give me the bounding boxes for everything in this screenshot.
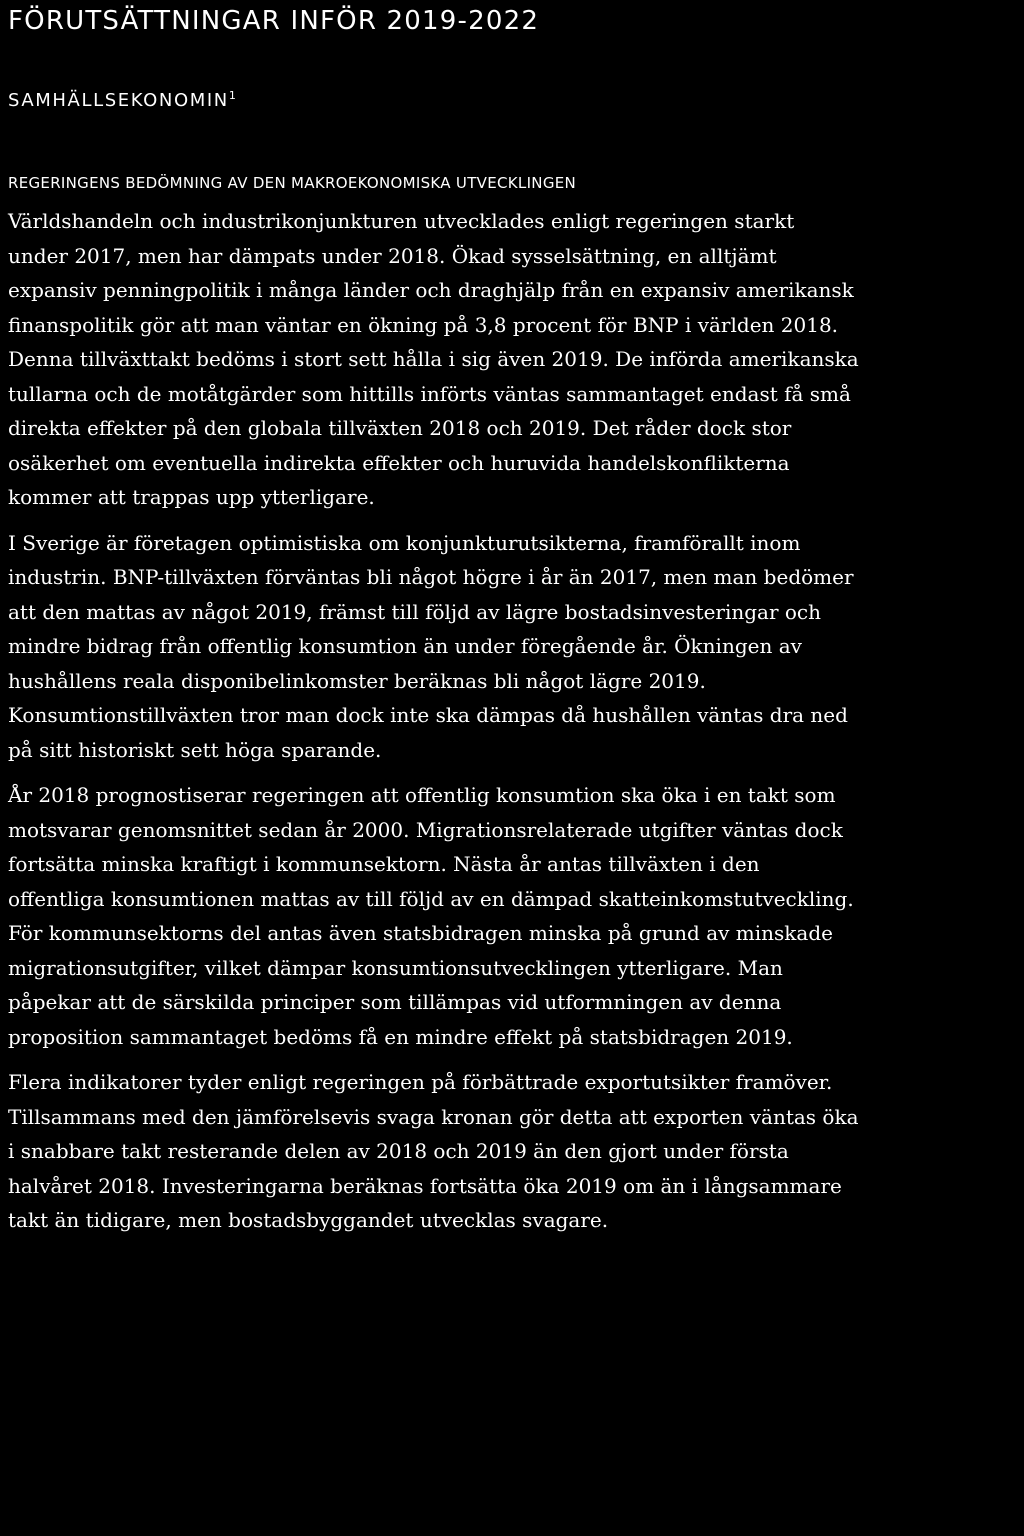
paragraph-3 [8, 778, 1020, 1054]
text-line: halvåret 2018. Investeringarna beräknas fortsätta öka 2019 om än i långsammare [8, 1173, 842, 1198]
text-line: i snabbare takt resterande delen av 2018 och 2019 än den gjort under första [8, 1139, 789, 1163]
text-line: takt än tidigare, men bostadsbyggandet utvecklas svagare. [8, 1208, 609, 1232]
text-line: För kommunsektorns del antas även statsbidragen minska på grund av minskade [8, 921, 833, 945]
text-line: I Sverige är företagen optimistiska om konjunkturutsikterna, framförallt inom [8, 530, 801, 555]
paragraph-1 [8, 204, 1020, 515]
text-line: fortsätta minska kraftigt i kommunsektorn. Nästa år antas tillväxten i den [8, 852, 760, 876]
text-line: under 2017, men har dämpats under 2018. Ökad sysselsättning, en alltjämt [8, 243, 777, 268]
text-line: hushållens reala disponibelinkomster beräknas bli något lägre 2019. [8, 668, 706, 693]
text-line: direkta effekter på den globala tillväxten 2018 och 2019. Det råder dock stor [8, 416, 792, 440]
body-text [8, 204, 1020, 1238]
text-line: offentliga konsumtionen mattas av till följd av en dämpad skatteinkomstutveckling. [8, 886, 854, 911]
text-line: industrin. BNP-tillväxten förväntas bli något högre i år än 2017, men man bedömer [8, 565, 854, 589]
text-line: migrationsutgifter, vilket dämpar konsumtionsutvecklingen ytterligare. Man [8, 955, 783, 980]
text-line: att den mattas av något 2019, främst till följd av lägre bostadsinvesteringar och [8, 599, 822, 624]
text-line: Tillsammans med den jämförelsevis svaga kronan gör detta att exporten väntas öka [8, 1104, 859, 1129]
text-line: År 2018 prognostiserar regeringen att offentlig konsumtion ska öka i en takt som [8, 783, 836, 807]
section-title-text: SAMHÄLLSEKONOMIN [8, 90, 229, 111]
section-title [8, 84, 236, 113]
text-line: Flera indikatorer tyder enligt regeringen på förbättrade exportutsikter framöver. [8, 1070, 833, 1094]
subsection-title: REGERINGENS BEDÖMNING AV DEN MAKROEKONOMISKA UTVECKLINGEN [8, 174, 577, 192]
text-line: motsvarar genomsnittet sedan år 2000. Migrationsrelaterade utgifter väntas dock [8, 817, 843, 842]
text-line: på sitt historiskt sett höga sparande. [8, 737, 382, 762]
text-line: finanspolitik gör att man väntar en ökning på 3,8 procent för BNP i världen 2018. [8, 312, 839, 337]
text-line: mindre bidrag från offentlig konsumtion än under föregående år. Ökningen av [8, 634, 802, 658]
text-line: osäkerhet om eventuella indirekta effekter och huruvida handelskonflikterna [8, 450, 790, 475]
footnote-marker: 1 [228, 89, 236, 102]
text-line: Konsumtionstillväxten tror man dock inte ska dämpas då hushållen väntas dra ned [8, 703, 848, 727]
text-line: kommer att trappas upp ytterligare. [8, 485, 375, 509]
text-line: proposition sammantaget bedöms få en mindre effekt på statsbidragen 2019. [8, 1024, 793, 1049]
text-line: tullarna och de motåtgärder som hittills införts väntas sammantaget endast få små [8, 381, 851, 406]
text-line: påpekar att de särskilda principer som tillämpas vid utformningen av denna [8, 990, 782, 1014]
text-line: Världshandeln och industrikonjunkturen utvecklades enligt regeringen starkt [8, 209, 795, 233]
paragraph-2 [8, 526, 1020, 768]
document-title: FÖRUTSÄTTNINGAR INFÖR 2019-2022 [8, 6, 540, 36]
text-line: expansiv penningpolitik i många länder och draghjälp från en expansiv amerikansk [8, 278, 854, 302]
text-line: Denna tillväxttakt bedöms i stort sett hålla i sig även 2019. De införda amerikanska [8, 347, 859, 371]
paragraph-4 [8, 1065, 1020, 1238]
